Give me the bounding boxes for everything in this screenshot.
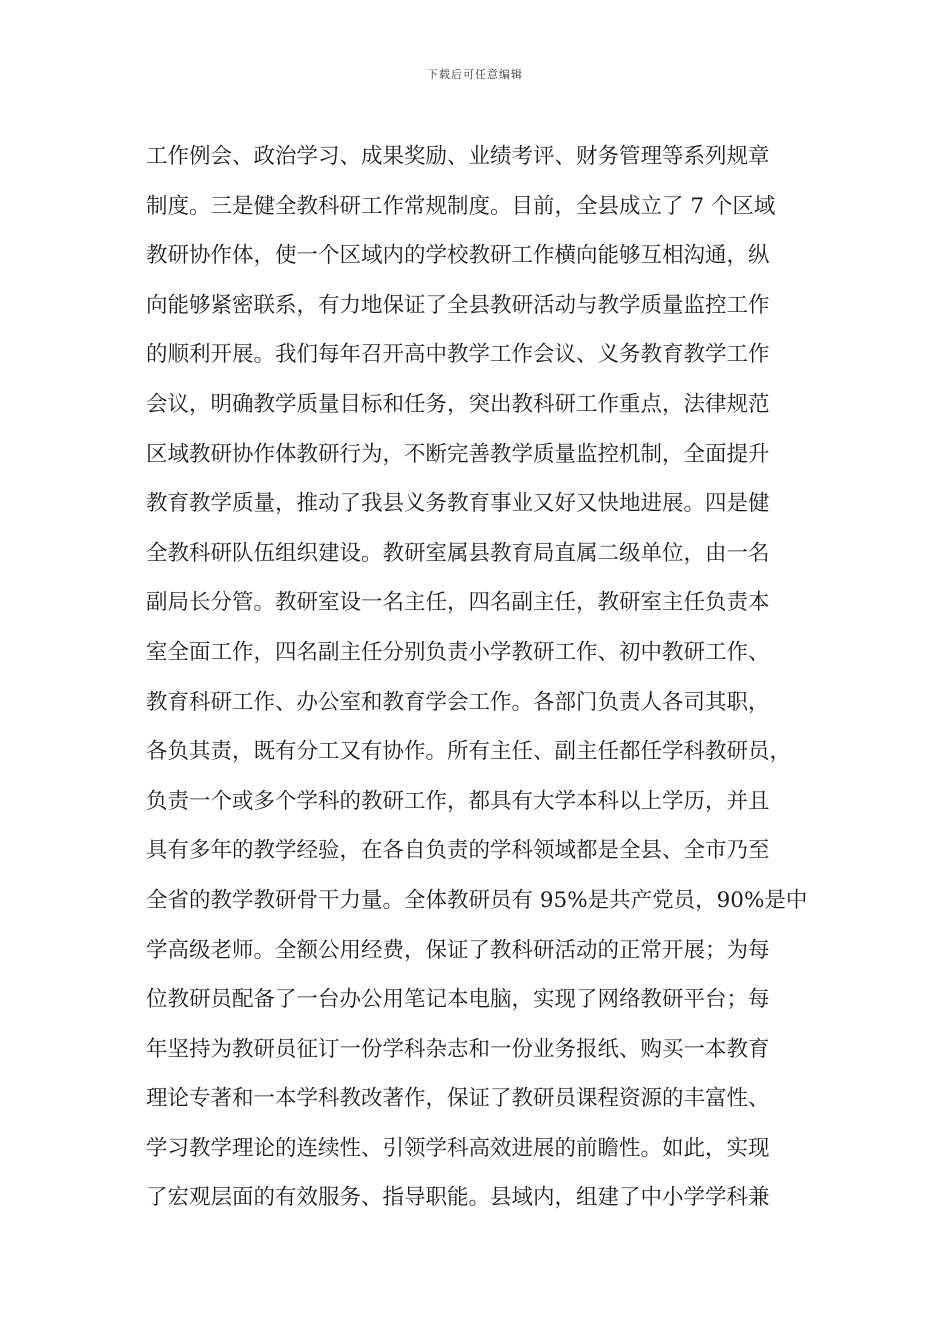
body-text: [146, 132, 826, 1223]
text-line: 向能够紧密联系，有力地保证了全县教研活动与教学质量监控工作: [146, 292, 770, 318]
text-line: 年坚持为教研员征订一份学科杂志和一份业务报纸、购买一本教育: [146, 1036, 770, 1062]
text-line: 会议，明确教学质量目标和任务，突出教科研工作重点，法律规范: [146, 391, 770, 417]
text-line: 全教科研队伍组织建设。教研室属县教育局直属二级单位，由一名: [146, 540, 770, 566]
text-line: 室全面工作，四名副主任分别负责小学教研工作、初中教研工作、: [146, 639, 770, 665]
text-line: 教育教学质量，推动了我县义务教育事业又好又快地进展。四是健: [146, 491, 770, 517]
page-header: 下载后可任意编辑: [427, 68, 523, 81]
text-line: 的顺利开展。我们每年召开高中教学工作会议、义务教育教学工作: [146, 342, 770, 368]
text-line: 具有多年的教学经验，在各自负责的学科领域都是全县、全市乃至: [146, 838, 770, 864]
text-line: 各负其责，既有分工又有协作。所有主任、副主任都任学科教研员，: [146, 739, 792, 765]
text-line: 全省的教学教研骨干力量。全体教研员有 95%是共产党员，90%是中: [146, 887, 808, 913]
text-line: 制度。三是健全教科研工作常规制度。目前，全县成立了 7 个区域: [146, 193, 776, 219]
text-line: 学习教学理论的连续性、引领学科高效进展的前瞻性。如此，实现: [146, 1135, 770, 1161]
text-line: 了宏观层面的有效服务、指导职能。县域内，组建了中小学学科兼: [146, 1185, 770, 1211]
text-line: 理论专著和一本学科教改著作，保证了教研员课程资源的丰富性、: [146, 1086, 770, 1112]
text-line: 负责一个或多个学科的教研工作，都具有大学本科以上学历，并且: [146, 788, 770, 814]
text-line: 教育科研工作、办公室和教育学会工作。各部门负责人各司其职，: [146, 689, 770, 715]
text-line: 教研协作体，使一个区域内的学校教研工作横向能够互相沟通，纵: [146, 243, 770, 269]
text-line: 副局长分管。教研室设一名主任，四名副主任，教研室主任负责本: [146, 590, 770, 616]
text-line: 学高级老师。全额公用经费，保证了教科研活动的正常开展；为每: [146, 937, 770, 963]
text-line: 工作例会、政治学习、成果奖励、业绩考评、财务管理等系列规章: [146, 144, 770, 169]
text-line: 区域教研协作体教研行为，不断完善教学质量监控机制，全面提升: [146, 441, 770, 467]
text-line: 位教研员配备了一台办公用笔记本电脑，实现了网络教研平台；每: [146, 987, 770, 1013]
